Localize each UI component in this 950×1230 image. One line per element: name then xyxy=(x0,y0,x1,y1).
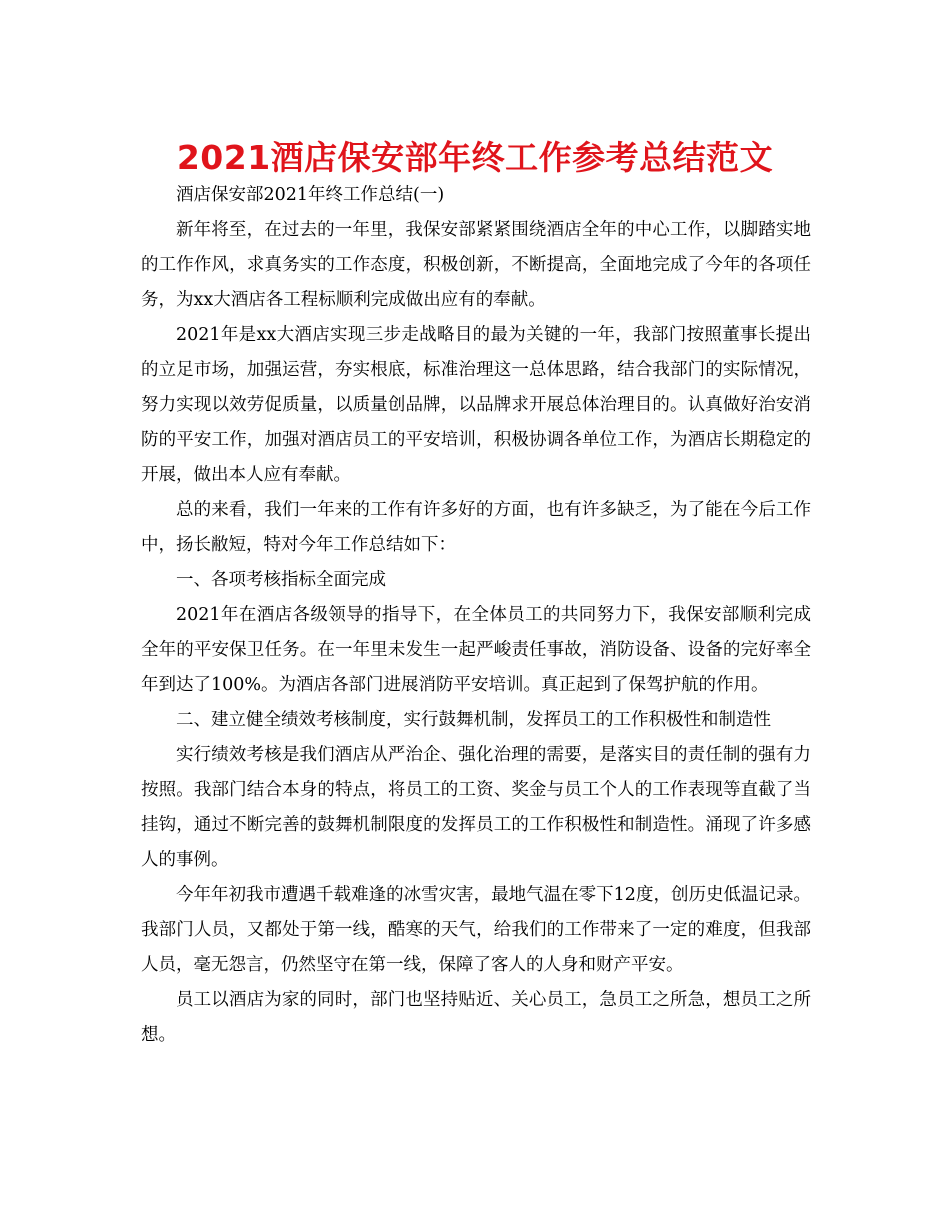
document-title: 2021酒店保安部年终工作参考总结范文 xyxy=(176,138,774,177)
paragraph: 2021年是xx大酒店实现三步走战略目的最为关键的一年，我部门按照董事长提出的立足市场，加强运营，夯实根底，标准治理这一总体思路，结合我部门的实际情况，努力实现以效劳促质量，以质量创品牌，以品牌求开展总体治理目的。认真做好治安消防的平安工作，加强对酒店员工的平安培训，积极协调各单位工作，为酒店长期稳定的开展，做出本人应有奉献。 xyxy=(141,325,811,485)
subheading: 一、各项考核指标全面完成 xyxy=(176,570,386,590)
section-heading: 酒店保安部2021年终工作总结(一) xyxy=(176,185,445,205)
paragraph: 总的来看，我们一年来的工作有许多好的方面，也有许多缺乏，为了能在今后工作中，扬长敝短，特对今年工作总结如下： xyxy=(141,500,811,555)
paragraph: 员工以酒店为家的同时，部门也坚持贴近、关心员工，急员工之所急，想员工之所想。 xyxy=(141,990,811,1045)
paragraph: 新年将至，在过去的一年里，我保安部紧紧围绕酒店全年的中心工作，以脚踏实地的工作作风，求真务实的工作态度，积极创新，不断提高，全面地完成了今年的各项任务，为xx大酒店各工程标顺利完成做出应有的奉献。 xyxy=(141,220,811,310)
paragraph: 2021年在酒店各级领导的指导下，在全体员工的共同努力下，我保安部顺利完成全年的平安保卫任务。在一年里未发生一起严峻责任事故，消防设备、设备的完好率全年到达了100%。为酒店各部门进展消防平安培训。真正起到了保驾护航的作用。 xyxy=(141,605,811,695)
document-body xyxy=(141,178,811,1053)
paragraph: 实行绩效考核是我们酒店从严治企、强化治理的需要，是落实目的责任制的强有力按照。我部门结合本身的特点，将员工的工资、奖金与员工个人的工作表现等直截了当挂钩，通过不断完善的鼓舞机制限度的发挥员工的工作积极性和制造性。涌现了许多感人的事例。 xyxy=(141,745,811,870)
paragraph: 今年年初我市遭遇千载难逢的冰雪灾害，最地气温在零下12度，创历史低温记录。我部门人员，又都处于第一线，酷寒的天气，给我们的工作带来了一定的难度，但我部人员，毫无怨言，仍然坚守在第一线，保障了客人的人身和财产平安。 xyxy=(141,885,811,975)
subheading: 二、建立健全绩效考核制度，实行鼓舞机制，发挥员工的工作积极性和制造性 xyxy=(176,710,771,730)
